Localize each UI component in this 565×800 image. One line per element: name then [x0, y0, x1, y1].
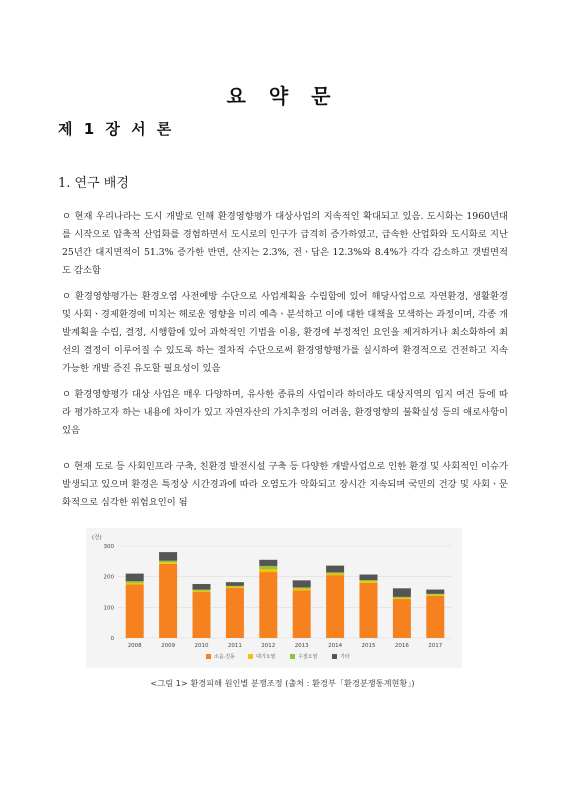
- x-tick-label-2014: 2014: [328, 643, 343, 649]
- paragraph-eia-difficulties: ㅇ 환경영향평가 대상 사업은 매우 다양하며, 유사한 종류의 사업이라 하더라도 대상지역의 입지 여건 등에 따라 평가하고자 하는 내용에 차이가 있고 자연자산의 가치추정의 어려움, 환경영향의 불확실성 등의 애로사항이 있음: [62, 389, 508, 436]
- bar-2014-series-0: [326, 575, 344, 638]
- bar-2011-series-2: [226, 586, 244, 587]
- bar-2009-series-1: [159, 562, 177, 564]
- bar-2009-series-3: [159, 552, 177, 561]
- bar-2010-series-3: [193, 584, 211, 590]
- document-title: 요 약 문: [226, 84, 339, 108]
- bar-2012-series-2: [259, 566, 277, 569]
- section-heading: 1. 연구 배경: [58, 176, 129, 191]
- bar-2017-series-1: [426, 595, 444, 596]
- bar-2014-series-1: [326, 574, 344, 576]
- legend-label-0: 소음.진동: [214, 654, 235, 660]
- bar-2017-series-2: [426, 594, 444, 595]
- dispute-chart-svg: [86, 528, 462, 668]
- bar-2014-series-3: [326, 566, 344, 573]
- y-tick-label-300: 300: [103, 544, 114, 550]
- figure-caption: <그림 1> 환경피해 원인별 분쟁조정 (출처 : 환경부「환경분쟁통계현황」): [150, 678, 415, 688]
- bar-2013-series-3: [293, 580, 311, 587]
- bar-2015-series-2: [360, 580, 378, 581]
- bar-2008-series-3: [126, 574, 144, 582]
- bar-2016-series-2: [393, 597, 411, 598]
- dispute-chart: [86, 528, 462, 668]
- bar-2016-series-0: [393, 599, 411, 638]
- bar-2010-series-1: [193, 591, 211, 592]
- bar-2014-series-2: [326, 572, 344, 573]
- paragraph-environmental-issues: ㅇ 현재 도로 등 사회인프라 구축, 친환경 발전시설 구축 등 다양한 개발사업으로 인한 환경 및 사회적인 이슈가 발생되고 있으며 환경은 특정상 시간경과에 따라 오염도가 악화되고 장시간 지속되며 국민의 건강 및 사회ㆍ문화적으로 심각한 위험요인이 됨: [62, 461, 508, 508]
- bar-2008-series-1: [126, 583, 144, 585]
- bar-2008-series-0: [126, 584, 144, 638]
- legend-swatch-1: [248, 654, 253, 659]
- bar-2012-series-3: [259, 560, 277, 566]
- bar-2015-series-3: [360, 575, 378, 581]
- paragraph-eia-purpose: ㅇ 환경영향평가는 환경오염 사전예방 수단으로 사업계획을 수립함에 있어 해당사업으로 자연환경, 생활환경 및 사회ㆍ경제환경에 미치는 해로운 영향을 미리 예측ㆍ분석하고 이에 대한 대책을 모색하는 과정이며, 각종 개발계획을 수립, 결정, 시행함에 있어 과학적인 기법을 이용, 환경에 부정적인 요인을 제거하거나 최소화하여 최선의 결정이 이루어질 수 있도록 하는 절차적 수단으로써 환경영향평가를 실시하여 환경적으로 건전하고 지속가능한 개발 증진 유도할 필요성이 있음: [62, 291, 508, 374]
- bar-2016-series-1: [393, 598, 411, 599]
- legend-swatch-2: [290, 654, 295, 659]
- bar-2010-series-0: [193, 592, 211, 638]
- bar-2010-series-2: [193, 590, 211, 591]
- bar-2015-series-0: [360, 583, 378, 638]
- bar-2013-series-1: [293, 589, 311, 591]
- legend-swatch-3: [332, 654, 337, 659]
- bar-2011-series-3: [226, 582, 244, 586]
- x-tick-label-2013: 2013: [294, 643, 309, 649]
- bar-2008-series-2: [126, 581, 144, 583]
- paragraph-background-urbanization: ㅇ 현재 우리나라는 도시 개발로 인해 환경영향평가 대상사업의 지속적인 확대되고 있음. 도시화는 1960년대를 시작으로 압축적 산업화를 경험하면서 도시로의 인구가 급격히 증가하였고, 급속한 산업화와 도시화로 지난 25년간 대지면적이 51.3% 증가한 반면, 산지는 2.3%, 전ㆍ답은 12.3%와 8.4%가 각각 감소하고 갯벌면적도 감소함: [62, 211, 508, 276]
- bar-2016-series-3: [393, 588, 411, 597]
- x-tick-label-2016: 2016: [394, 643, 409, 649]
- bar-2011-series-1: [226, 587, 244, 588]
- x-tick-label-2015: 2015: [361, 643, 376, 649]
- bar-2017-series-3: [426, 590, 444, 594]
- y-tick-label-100: 100: [103, 605, 114, 612]
- chart-unit-label: (건): [92, 535, 102, 541]
- legend-swatch-0: [206, 654, 211, 659]
- legend-label-2: 수질오염: [298, 654, 318, 660]
- legend-label-1: 대기오염: [256, 654, 276, 660]
- chapter-heading: 제 1 장 서 론: [58, 120, 172, 138]
- y-tick-label-200: 200: [103, 574, 114, 581]
- legend-label-3: 기타: [340, 654, 350, 660]
- bar-2017-series-0: [426, 596, 444, 638]
- bar-2015-series-1: [360, 581, 378, 583]
- x-tick-label-2010: 2010: [194, 643, 209, 649]
- x-tick-label-2011: 2011: [227, 643, 242, 649]
- x-tick-label-2009: 2009: [161, 643, 176, 649]
- bar-2012-series-1: [259, 569, 277, 572]
- bar-2011-series-0: [226, 588, 244, 638]
- bar-2013-series-2: [293, 587, 311, 588]
- bar-2013-series-0: [293, 590, 311, 638]
- y-tick-label-0: 0: [110, 636, 114, 642]
- x-tick-label-2012: 2012: [261, 643, 276, 649]
- bar-2009-series-2: [159, 561, 177, 563]
- bar-2009-series-0: [159, 564, 177, 638]
- bar-2012-series-0: [259, 572, 277, 638]
- x-tick-label-2017: 2017: [428, 643, 443, 649]
- x-tick-label-2008: 2008: [127, 643, 142, 649]
